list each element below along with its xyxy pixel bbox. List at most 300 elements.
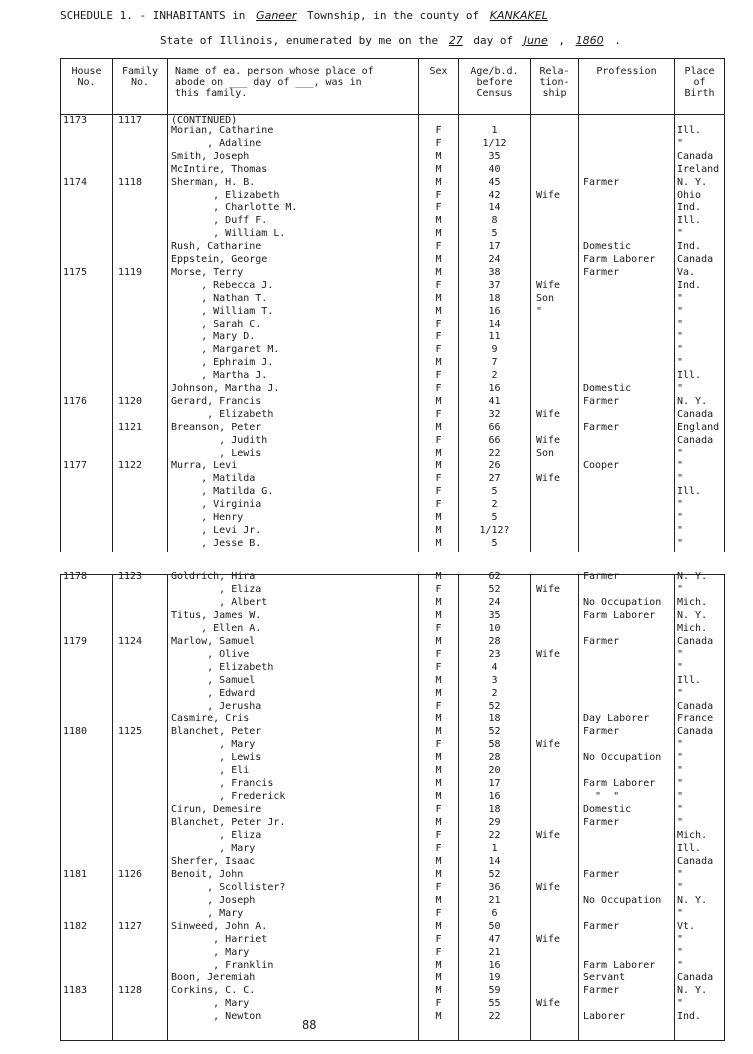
- profession: Domestic: [583, 804, 632, 816]
- person-name: , Newton: [171, 1011, 262, 1023]
- relationship: Son: [536, 292, 555, 304]
- col-header-age: Age/b.d. before Census: [470, 66, 519, 99]
- sex: F: [435, 946, 442, 958]
- age: 40: [488, 163, 501, 175]
- person-name: , Duff F.: [171, 215, 268, 227]
- table-row: [0, 765, 753, 777]
- relationship: Wife: [536, 189, 561, 201]
- table-row: [0, 164, 753, 176]
- col-header-birthplace: Place of Birth: [684, 66, 715, 99]
- birthplace: Ill.: [677, 370, 702, 382]
- table-row: [0, 215, 753, 227]
- person-name: , Frederick: [171, 791, 286, 803]
- profession: Farmer: [583, 920, 620, 932]
- birthplace: N. Y.: [677, 395, 708, 407]
- sex: M: [435, 765, 442, 777]
- age: 16: [488, 791, 501, 803]
- birthplace: Canada: [677, 972, 714, 984]
- person-name: , Mary: [171, 946, 250, 958]
- inhabitants-label: INHABITANTS in: [152, 9, 246, 22]
- sex: F: [435, 318, 442, 330]
- birthplace: Canada: [677, 254, 714, 265]
- profession: Farm Laborer: [583, 959, 656, 971]
- table-row: [0, 830, 753, 842]
- sex: M: [435, 421, 442, 433]
- birthplace: ": [677, 460, 684, 472]
- person-name: , Jerusha: [171, 700, 262, 712]
- birthplace: Ireland: [677, 163, 720, 175]
- age: 20: [488, 765, 501, 777]
- table-row: [0, 293, 753, 305]
- age: 18: [488, 292, 501, 304]
- table-row: [0, 177, 753, 189]
- person-name: , Mary: [171, 998, 250, 1010]
- birthplace: ": [677, 318, 684, 330]
- person-name: Casmire, Cris: [171, 713, 250, 725]
- age: 19: [488, 972, 501, 984]
- age: 1: [491, 842, 498, 854]
- person-name: , Sarah C.: [171, 318, 262, 330]
- birthplace: ": [677, 687, 684, 699]
- birthplace: Ohio: [677, 189, 702, 201]
- profession: Day Laborer: [583, 713, 650, 725]
- col-header-name: Name of ea. person whose place of abode on ___ day of ___, was in this family.: [175, 66, 374, 99]
- person-name: Sherfer, Isaac: [171, 855, 256, 867]
- person-name: , Francis: [171, 778, 274, 790]
- birthplace: Ill.: [677, 674, 702, 686]
- sex: M: [435, 395, 442, 407]
- relationship: Son: [536, 447, 555, 459]
- profession: Farmer: [583, 635, 620, 647]
- sex: F: [435, 370, 442, 382]
- birthplace: ": [677, 881, 684, 893]
- table-row: [0, 280, 753, 292]
- sex: M: [435, 150, 442, 162]
- age: 32: [488, 408, 501, 420]
- profession: Domestic: [583, 383, 632, 394]
- age: 52: [488, 700, 501, 712]
- sex: M: [435, 687, 442, 699]
- age: 55: [488, 998, 501, 1010]
- sex: F: [435, 408, 442, 420]
- person-name: , Matilda: [171, 473, 256, 485]
- person-name: Goldrich, Hira: [171, 571, 256, 582]
- person-name: , William T.: [171, 305, 274, 317]
- birthplace: ": [677, 512, 684, 523]
- sex: M: [435, 228, 442, 240]
- table-row: [0, 202, 753, 214]
- family-number: 1124: [118, 635, 143, 647]
- sex: M: [435, 305, 442, 317]
- person-name: , Lewis: [171, 447, 262, 459]
- sex: F: [435, 998, 442, 1010]
- house-number: 1175: [63, 266, 88, 278]
- family-number: 1117: [118, 115, 143, 126]
- age: 9: [491, 344, 498, 356]
- enumeration-year: 1860: [575, 34, 604, 47]
- age: 38: [488, 266, 501, 278]
- profession: Farmer: [583, 726, 620, 738]
- col-header-family: Family No.: [121, 66, 159, 88]
- person-name: Eppstein, George: [171, 254, 268, 265]
- birthplace: ": [677, 648, 684, 660]
- relationship: Wife: [536, 881, 561, 893]
- sex: F: [435, 661, 442, 673]
- sex: M: [435, 752, 442, 764]
- age: 3: [491, 674, 498, 686]
- person-name: , Mary: [171, 739, 256, 751]
- table-row: [0, 396, 753, 408]
- person-name: Sinweed, John A.: [171, 920, 268, 932]
- birthplace: ": [677, 305, 684, 317]
- person-name: Johnson, Martha J.: [171, 383, 280, 394]
- sex: M: [435, 674, 442, 686]
- sex: F: [435, 344, 442, 356]
- sex: F: [435, 907, 442, 919]
- sex: M: [435, 357, 442, 369]
- person-name: , Levi Jr.: [171, 524, 262, 536]
- period-label: .: [607, 34, 621, 47]
- birthplace: Ill.: [677, 215, 702, 227]
- birthplace: ": [677, 137, 684, 149]
- table-row: [0, 636, 753, 648]
- profession: Farmer: [583, 571, 620, 582]
- birthplace: N. Y.: [677, 176, 708, 188]
- sex: F: [435, 648, 442, 660]
- person-name: Marlow, Samuel: [171, 635, 256, 647]
- table-row: [0, 713, 753, 725]
- birthplace: Ind.: [677, 279, 702, 291]
- age: 8: [491, 215, 498, 227]
- table-row: [0, 357, 753, 369]
- family-number: 1123: [118, 571, 143, 582]
- col-header-profession: Profession: [596, 66, 657, 77]
- sex: F: [435, 881, 442, 893]
- person-name: Blanchet, Peter Jr.: [171, 817, 286, 829]
- profession: Farmer: [583, 266, 620, 278]
- person-name: , Scollister?: [171, 881, 286, 893]
- person-name: , Elizabeth: [171, 189, 280, 201]
- person-name: McIntire, Thomas: [171, 163, 268, 175]
- age: 35: [488, 150, 501, 162]
- table-row: [0, 499, 753, 511]
- relationship: Wife: [536, 583, 561, 595]
- birthplace: ": [677, 933, 684, 945]
- person-name: , Eliza: [171, 583, 262, 595]
- sex: M: [435, 985, 442, 997]
- sex: F: [435, 279, 442, 291]
- table-row: [0, 344, 753, 356]
- person-name: , Lewis: [171, 752, 262, 764]
- house-number: 1174: [63, 176, 88, 188]
- sex: M: [435, 791, 442, 803]
- sex: F: [435, 933, 442, 945]
- sex: F: [435, 331, 442, 343]
- house-number: 1173: [63, 115, 88, 126]
- relationship: Wife: [536, 648, 561, 660]
- table-row: [0, 190, 753, 202]
- sex: M: [435, 972, 442, 984]
- table-row: [0, 538, 753, 550]
- person-name: , Ellen A.: [171, 622, 262, 634]
- table-row: [0, 778, 753, 790]
- table-row: [0, 985, 753, 997]
- house-number: 1180: [63, 726, 88, 738]
- enumeration-day: 27: [448, 34, 463, 47]
- birthplace: N. Y.: [677, 894, 708, 906]
- sex: F: [435, 700, 442, 712]
- profession: Farm Laborer: [583, 778, 656, 790]
- table-row: [0, 623, 753, 635]
- sex: M: [435, 254, 442, 265]
- profession: Farmer: [583, 817, 620, 829]
- table-row: [0, 138, 753, 150]
- age: 35: [488, 609, 501, 621]
- birthplace: ": [677, 383, 684, 394]
- person-name: Titus, James W.: [171, 609, 262, 621]
- birthplace: ": [677, 228, 684, 240]
- person-name: Boon, Jeremiah: [171, 972, 256, 984]
- age: 5: [491, 537, 498, 549]
- table-row: [0, 525, 753, 537]
- table-row: [0, 688, 753, 700]
- table-row: [0, 921, 753, 933]
- sex: M: [435, 266, 442, 278]
- sex: M: [435, 778, 442, 790]
- age: 14: [488, 202, 501, 214]
- sex: M: [435, 855, 442, 867]
- birthplace: Ill.: [677, 486, 702, 498]
- age: 45: [488, 176, 501, 188]
- birthplace: Canada: [677, 408, 714, 420]
- age: 50: [488, 920, 501, 932]
- age: 27: [488, 473, 501, 485]
- age: 2: [491, 370, 498, 382]
- table-row: [0, 817, 753, 829]
- age: 17: [488, 778, 501, 790]
- birthplace: Ill.: [677, 842, 702, 854]
- sex: F: [435, 583, 442, 595]
- birthplace: N. Y.: [677, 985, 708, 997]
- person-name: Cirun, Demesire: [171, 804, 262, 816]
- profession: Servant: [583, 972, 626, 984]
- table-row: [0, 448, 753, 460]
- sex: F: [435, 499, 442, 511]
- person-name: , Henry: [171, 512, 244, 523]
- sex: M: [435, 1011, 442, 1023]
- sex: M: [435, 447, 442, 459]
- profession: Cooper: [583, 460, 620, 472]
- table-row: [0, 934, 753, 946]
- table-row: [0, 998, 753, 1010]
- table-row: [0, 947, 753, 959]
- person-name: , Eliza: [171, 830, 262, 841]
- family-number: 1127: [118, 920, 143, 932]
- age: 4: [491, 661, 498, 673]
- table-row: [0, 267, 753, 279]
- birthplace: Mich.: [677, 622, 708, 634]
- table-row: [0, 843, 753, 855]
- age: 1: [491, 125, 498, 136]
- age: 36: [488, 881, 501, 893]
- birthplace: Ind.: [677, 241, 702, 253]
- table-row: [0, 584, 753, 596]
- sex: F: [435, 125, 442, 136]
- person-name: , Adaline: [171, 137, 262, 149]
- table-row: [0, 752, 753, 764]
- house-number: 1177: [63, 460, 88, 472]
- table-row: [0, 972, 753, 984]
- sex: F: [435, 804, 442, 816]
- profession: Domestic: [583, 241, 632, 253]
- sex: M: [435, 868, 442, 880]
- schedule-title-line: [60, 9, 552, 22]
- age: 22: [488, 1011, 501, 1023]
- day-of-label: day of: [466, 34, 520, 47]
- township-name: Ganeer: [256, 9, 297, 22]
- person-name: , Judith: [171, 434, 268, 446]
- age: 5: [491, 512, 498, 523]
- age: 66: [488, 421, 501, 433]
- birthplace: ": [677, 817, 684, 829]
- person-name: Breanson, Peter: [171, 421, 262, 433]
- person-name: , Samuel: [171, 674, 256, 686]
- relationship: Wife: [536, 933, 561, 945]
- birthplace: Ind.: [677, 202, 702, 214]
- person-name: , Franklin: [171, 959, 274, 971]
- house-number: 1178: [63, 571, 88, 582]
- birthplace: Ind.: [677, 1011, 702, 1023]
- table-row: [0, 791, 753, 803]
- birthplace: ": [677, 765, 684, 777]
- birthplace: France: [677, 713, 714, 725]
- birthplace: Canada: [677, 434, 714, 446]
- profession: Farmer: [583, 985, 620, 997]
- age: 22: [488, 447, 501, 459]
- age: 10: [488, 622, 501, 634]
- table-row: [0, 701, 753, 713]
- table-row: [0, 422, 753, 434]
- age: 7: [491, 357, 498, 369]
- birthplace: ": [677, 804, 684, 816]
- table-row: [0, 370, 753, 382]
- birthplace: ": [677, 524, 684, 536]
- age: 66: [488, 434, 501, 446]
- person-name: , Eli: [171, 765, 250, 777]
- age: 11: [488, 331, 501, 343]
- sex: M: [435, 959, 442, 971]
- age: 5: [491, 228, 498, 240]
- table-row: [0, 512, 753, 524]
- profession: Laborer: [583, 1011, 626, 1023]
- family-number: 1125: [118, 726, 143, 738]
- table-row: [0, 435, 753, 447]
- sex: M: [435, 726, 442, 738]
- family-number: 1120: [118, 395, 143, 407]
- sex: F: [435, 739, 442, 751]
- profession: No Occupation: [583, 894, 662, 906]
- age: 6: [491, 907, 498, 919]
- profession: No Occupation: [583, 752, 662, 764]
- sex: M: [435, 635, 442, 647]
- house-number: 1182: [63, 920, 88, 932]
- birthplace: ": [677, 946, 684, 958]
- age: 59: [488, 985, 501, 997]
- person-name: , Elizabeth: [171, 661, 274, 673]
- age: 52: [488, 583, 501, 595]
- table-row: [0, 597, 753, 609]
- age: 58: [488, 739, 501, 751]
- relationship: Wife: [536, 434, 561, 446]
- comma-label: ,: [551, 34, 572, 47]
- person-name: , Ephraim J.: [171, 357, 274, 369]
- house-number: 1181: [63, 868, 88, 880]
- table-row: [0, 856, 753, 868]
- profession: Farmer: [583, 176, 620, 188]
- age: 1/12: [482, 137, 507, 149]
- table-row: [0, 571, 753, 583]
- birthplace: ": [677, 473, 684, 485]
- sex: F: [435, 473, 442, 485]
- birthplace: Mich.: [677, 830, 708, 841]
- table-bottom-border: [60, 1040, 725, 1041]
- sex: F: [435, 434, 442, 446]
- family-number: 1121: [118, 421, 143, 433]
- relationship: ": [536, 305, 543, 317]
- county-name: KANKAKEL: [489, 9, 548, 22]
- table-row: [0, 908, 753, 920]
- profession: Farmer: [583, 868, 620, 880]
- page-number: 88: [302, 1018, 317, 1032]
- age: 23: [488, 648, 501, 660]
- age: 47: [488, 933, 501, 945]
- sex: F: [435, 842, 442, 854]
- sex: M: [435, 894, 442, 906]
- table-top-border: [60, 58, 725, 59]
- profession: Farmer: [583, 395, 620, 407]
- relationship: Wife: [536, 408, 561, 420]
- schedule-label: SCHEDULE 1. -: [60, 9, 147, 22]
- sex: F: [435, 830, 442, 841]
- table-row: [0, 473, 753, 485]
- birthplace: Ill.: [677, 125, 702, 136]
- birthplace: ": [677, 331, 684, 343]
- birthplace: ": [677, 344, 684, 356]
- age: 16: [488, 383, 501, 394]
- person-name: Sherman, H. B.: [171, 176, 256, 188]
- age: 2: [491, 687, 498, 699]
- person-name: , Virginia: [171, 499, 262, 511]
- birthplace: ": [677, 739, 684, 751]
- table-row: [0, 869, 753, 881]
- birthplace: Canada: [677, 855, 714, 867]
- enumeration-line: [160, 34, 621, 47]
- house-number: 1179: [63, 635, 88, 647]
- profession: " ": [583, 791, 620, 803]
- birthplace: ": [677, 499, 684, 511]
- sex: F: [435, 137, 442, 149]
- sex: M: [435, 215, 442, 227]
- sex: M: [435, 524, 442, 536]
- person-name: , Mary: [171, 842, 256, 854]
- birthplace: ": [677, 447, 684, 459]
- person-name: Rush, Catharine: [171, 241, 262, 253]
- table-row: [0, 960, 753, 972]
- sex: F: [435, 486, 442, 498]
- birthplace: ": [677, 868, 684, 880]
- age: 24: [488, 254, 501, 265]
- table-row: [0, 409, 753, 421]
